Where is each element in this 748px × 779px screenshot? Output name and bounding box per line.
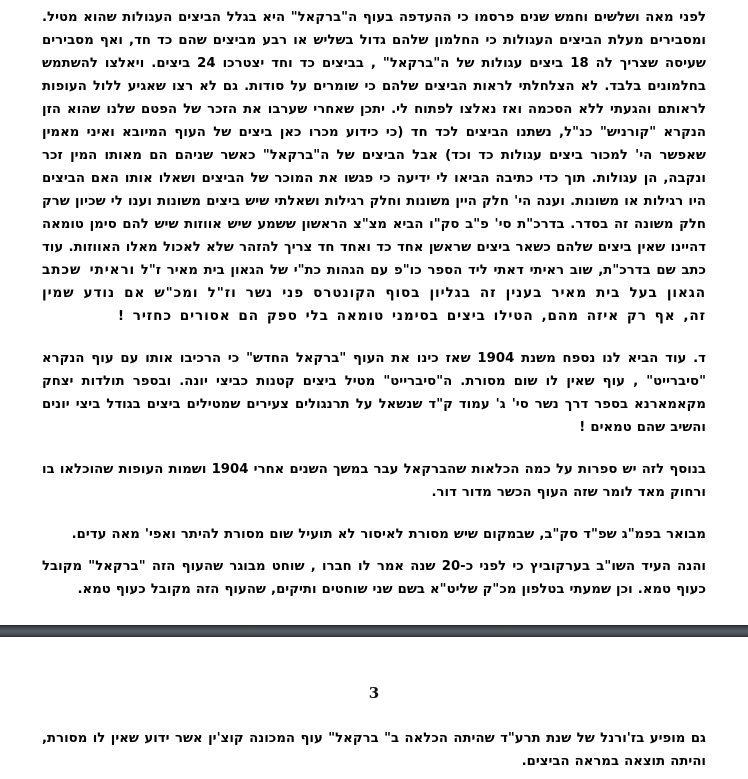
paragraph-spacer [42, 546, 706, 555]
paragraph-1-emphasis: וראיתי שכתב הגאון בעל בית מאיר בענין זה בגליון בסוף הקונטרס פני נשר וז"ל ומכ"ש אם נודע שמין זה, אף רק איזה מהם, הטילו ביצים בסימני טומאה בלי ספק הם אסורים כחזיר ! [42, 262, 706, 324]
paragraph-4: מבואר בפמ"ג שפ"ד סק"ב, שבמקום שיש מסורת לאיסור לא תועיל שום מסורת להיתר ואפי' מאה עדים. [71, 527, 706, 542]
paragraph-1-text: לפני מאה ושלשים וחמש שנים פרסמו כי ההעדפה בעוף ה"ברקאל" היא בגלל הביצים העגולות שהוא מטיל. ומסבירים מעלת הביצים העגולות כי החלמון שלהם גדול בשליש או רבע מביצים שהם כד חד, ואף מסבירים שעיסה שצריך לה 18 ביצים עגולות של ה"ברקאל" , בביצים כד וחד יצטרכו 24 ביצים. ויאלצו להשתמש בחלמונים בלבד. לא הצלחלתי לראות הביצים שלהם כי שומרים על סודות. גם לא רצו שאגיע ללול העופות לראותם והגעתי ללא הסכמה ואז נאלצו לפתוח לי. יתכן שאחרי שערבו את הזכר של הפטם שלנו שהוא הזן הנקרא "קורניש" כנ"ל, נשתנו הביצים לכד חד (כי כידוע מכרו כאן ביצים של העוף המיובא ואיני מאמין שאפשר הי' למכור ביצים עגולות כד וכד) אבל הביצים של ה"ברקאל" כאשר שניהם הם מאותו המין זכר ונקבה, הן עגולות. תוך כדי כתיבה הביאו לי ידיעה כי פגשו את המוכר של הביצים ושאלו אותו האם הביצים היו רגילות או משונות. וענה הי' חלק היין משונות וחלק רגילות ושאלתי שיש ביצים משונות וענו לי שכיון שרק חלק משונה זה בסדר. בדרכ"ת סי' פ"ב סק"ו הביא מצ"צ הראשון ששמע שיש אווזות שיש להם סימן טומאה דהיינו שאין ביצים שלהם כשאר ביצים שראשן אחד כד ואחד חד צריך להזהר שלא לאכול מאלו האווזות. עוד כתב שם בדרכ"ת, שוב ראיתי דאתי ליד הספר כו"פ עם הגהות כת"י של הגאון בית מאיר ז"ל [42, 10, 706, 278]
page-break-bar [0, 625, 748, 637]
paragraph-2: ד. עוד הביא לנו נספח משנת 1904 שאז כינו את העוף "ברקאל החדש" כי הרכיבו אותו עם עוף הנקרא "סיברייט" , עוף שאין לו שום מסורת. ה"סיברייט" מטיל ביצים קטנות כביצי יונה. ובספר תולדות יצחק מקאמארנא בספר דרך נשר סי' ג' עמוד ק"ד שנשאל על תרנגולים צעירים שמטילים ביצים בגודל ביצי יונים והשיב שהם טמאים ! [42, 351, 706, 435]
paragraph-7: גם מופיע בז'ורנל של שנת תרע"ד שהיתה הכלאה ב" ברקאל" עוף המכונה קוצ'ין אשר ידוע שאין לו מסורת, והיתה תוצאה במראה הביצים. [42, 731, 706, 769]
page-number: 3 [368, 684, 380, 702]
paragraph-1 [42, 6, 706, 328]
paragraph-3: בנוסף לזה יש ספרות על כמה הכלאות שהברקאל עבר במשך השנים אחרי 1904 ושמות העופות שהוכלאו בו ורחוק מאד לומר שזה העוף הכשר מדור דור. [42, 462, 706, 500]
paragraph-5: והנה העיד השו"ב בערקוביץ כי לפני כ-20 שנה אמר לו חברו , שוחט מבוגר שהעוף הזה "ברקאל" מקובל כעוף טמא. וכן שמעתי בטלפון מכ"ק שליט"א בשם שני שוחטים ותיקים, שהעוף הזה מקובל כעוף טמא. [42, 559, 707, 597]
page-content-bottom [0, 637, 748, 779]
paragraph-spacer [42, 601, 706, 620]
paragraph-spacer [42, 328, 706, 347]
paragraph-spacer [42, 504, 706, 523]
paragraph-spacer [42, 439, 706, 458]
